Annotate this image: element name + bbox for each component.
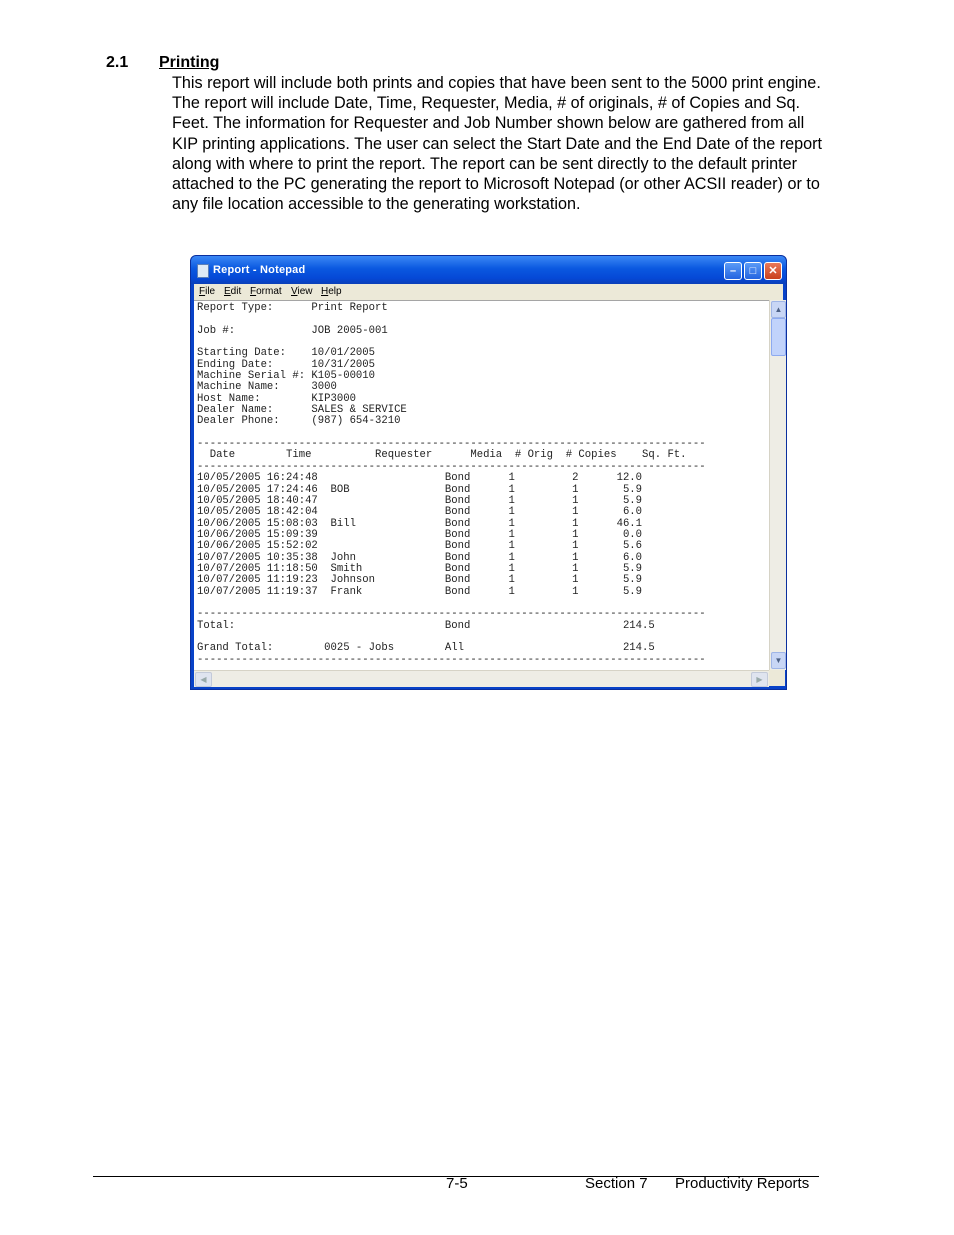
horizontal-scrollbar[interactable] xyxy=(194,670,769,687)
section-number: 2.1 xyxy=(106,54,129,71)
footer-title: Productivity Reports xyxy=(675,1175,810,1192)
scroll-up-button[interactable] xyxy=(771,301,786,318)
scroll-right-button[interactable] xyxy=(751,672,768,687)
chevron-up-icon: ▲ xyxy=(774,305,783,314)
section-title: Printing xyxy=(159,54,220,71)
chevron-down-icon: ▼ xyxy=(774,656,783,665)
resize-grip[interactable] xyxy=(769,670,785,686)
close-button[interactable] xyxy=(764,262,782,280)
notepad-icon xyxy=(197,264,209,278)
text-area[interactable] xyxy=(194,300,769,671)
maximize-icon: □ xyxy=(749,265,757,277)
scroll-down-button[interactable] xyxy=(771,652,786,669)
close-icon: ✕ xyxy=(768,265,778,277)
footer-section: Section 7 xyxy=(585,1175,648,1192)
maximize-button[interactable] xyxy=(744,262,762,280)
intro-paragraph: This report will include both prints and copies that have been sent to the 5000 print engine. The report will include Date, Time, Requester, Media, # of originals, # of Copies and Sq. Feet. The information for Requester and Job Number shown below are gathered from all KIP printing applications. The user can select the Start Date and the End Date of the report along with where to print the report. The report can be sent directly to the default printer attached to the PC generating the report to Microsoft Notepad (or other ACSII reader) or to any file location accessible to the generating workstation. xyxy=(172,74,822,214)
chevron-right-icon: ▶ xyxy=(756,675,763,684)
menu-help[interactable]: Help xyxy=(321,286,342,297)
menu-view[interactable]: View xyxy=(291,286,313,297)
page-number: 7-5 xyxy=(446,1175,468,1192)
menu-edit[interactable]: Edit xyxy=(224,286,242,297)
scroll-thumb[interactable] xyxy=(771,318,786,356)
minimize-icon: – xyxy=(729,265,737,277)
chevron-left-icon: ◀ xyxy=(200,675,207,684)
scroll-left-button[interactable] xyxy=(195,672,212,687)
menu-bar xyxy=(194,284,783,300)
menu-file[interactable]: File xyxy=(199,286,216,297)
vertical-scrollbar[interactable] xyxy=(769,300,786,670)
menu-format[interactable]: Format xyxy=(250,286,282,297)
window-title: Report - Notepad xyxy=(213,264,306,276)
minimize-button[interactable] xyxy=(724,262,742,280)
title-bar[interactable] xyxy=(191,256,786,284)
report-text: Report Type: Print Report Job #: JOB 2005-001 Starting Date: 10/01/2005 Ending Date: 10/31/2005 Machine Serial #: K105-00010 Machine Name: 3000 Host Name: KIP3000 Dealer Name: SALES & SERVICE Dealer Phone: (987) 654-3210 -------------------------------------------------------------------------------- Date Time Requester Media # Orig # Copies Sq. Ft. -------------------------------------------------------------------------------- 10/05/2005 16:24:48 Bond 1 2 12.0 10/05/2005 17:24:46 BOB Bond 1 1 5.9 10/05/2005 18:40:47 Bond 1 1 5.9 10/05/2005 18:42:04 Bond 1 1 6.0 10/06/2005 15:08:03 Bill Bond 1 1 46.1 10/06/2005 15:09:39 Bond 1 1 0.0 10/06/2005 15:52:02 Bond 1 1 5.6 10/07/2005 10:35:38 John Bond 1 1 6.0 10/07/2005 11:18:50 Smith Bond 1 1 5.9 10/07/2005 11:19:23 Johnson Bond 1 1 5.9 10/07/2005 11:19:37 Frank Bond 1 1 5.9 -------------------------------------------------------------------------------- Total: Bond 214.5 Grand Total: 0025 - Jobs All 214.5 -------------------------------------------------------------------------------- xyxy=(197,302,706,666)
notepad-window xyxy=(190,255,787,690)
